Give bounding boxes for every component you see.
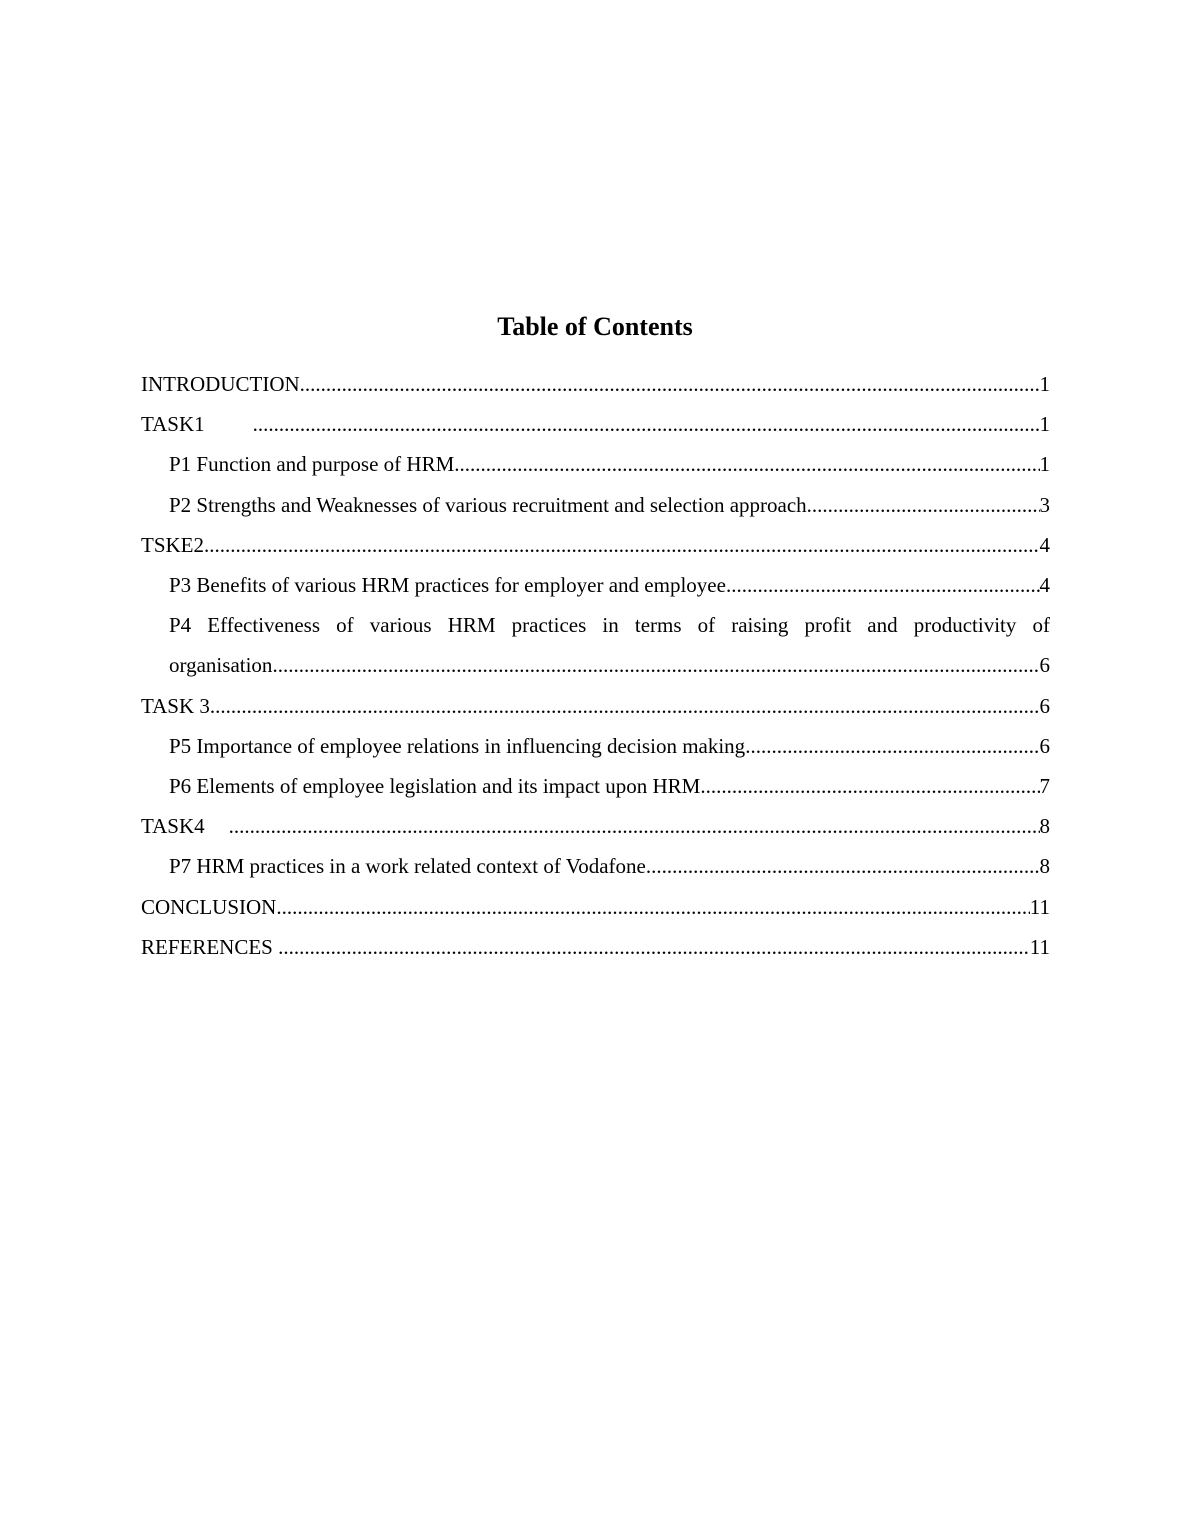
table-of-contents [141,364,1050,967]
toc-entry-label: TASK 3 [141,693,210,718]
toc-entry-introduction[interactable] [141,364,1050,404]
toc-page-number: 1 [1039,372,1050,396]
toc-page-number: 3 [1039,492,1050,517]
toc-page-number: 11 [1029,894,1050,919]
toc-entry-p2[interactable] [141,485,1050,525]
toc-entry-label: P6 Elements of employee legislation and its impact upon HRM [169,774,701,799]
toc-entry-conclusion[interactable] [141,887,1050,927]
toc-page-number: 1 [1039,412,1050,437]
toc-title: Table of Contents [497,312,693,341]
toc-leader-dots [272,645,1039,685]
toc-entry-task1[interactable] [141,404,1050,444]
toc-entry-task4[interactable] [141,806,1050,846]
toc-entry-p6[interactable] [141,766,1050,806]
toc-leader-dots [229,806,1040,846]
toc-leader-dots [745,726,1039,766]
toc-leader-dots [253,404,1040,444]
toc-page-number: 6 [1039,653,1050,678]
toc-entry-label: P3 Benefits of various HRM practices for employer and employee [169,573,726,598]
toc-leader-dots [204,525,1040,565]
toc-entry-label-line2: organisation [169,653,273,678]
toc-entry-tske2[interactable] [141,525,1050,565]
toc-leader-dots [278,927,1030,967]
toc-leader-dots [210,686,1040,726]
toc-leader-dots [726,565,1040,605]
toc-entry-p5[interactable] [141,726,1050,766]
toc-page-number: 7 [1039,774,1050,799]
toc-entry-label: REFERENCES [141,934,279,959]
toc-entry-label: TASK4 [141,814,205,839]
toc-entry-p1[interactable] [141,444,1050,484]
toc-page-number: 8 [1039,854,1050,879]
toc-page-number: 1 [1039,452,1050,477]
toc-entry-label: INTRODUCTION [141,372,300,396]
toc-page-number: 6 [1039,733,1050,758]
toc-leader-dots [300,364,1040,404]
toc-entry-label: TSKE2 [141,532,204,557]
toc-leader-dots [454,444,1039,484]
toc-page-number: 4 [1039,532,1050,557]
toc-page-number: 8 [1039,814,1050,839]
toc-entry-p4-continuation [169,645,1050,685]
toc-entry-p3[interactable] [141,565,1050,605]
toc-entry-label-line1: P4 Effectiveness of various HRM practices in terms of raising profit and productivity of [169,613,1050,638]
toc-entry-label: P1 Function and purpose of HRM [169,452,455,477]
toc-entry-task3[interactable] [141,686,1050,726]
toc-entry-label: P5 Importance of employee relations in influencing decision making [169,733,746,758]
toc-leader-dots [700,766,1039,806]
toc-leader-dots [276,887,1029,927]
toc-entry-p4[interactable] [141,605,1050,685]
toc-page-number: 11 [1029,934,1050,959]
toc-entry-label: TASK1 [141,412,205,437]
toc-page-number: 4 [1039,573,1050,598]
toc-leader-dots [807,485,1040,525]
toc-entry-label: P7 HRM practices in a work related context of Vodafone [169,854,646,879]
toc-entry-references[interactable] [141,927,1050,967]
toc-entry-label: P2 Strengths and Weaknesses of various recruitment and selection approach [169,492,807,517]
toc-entry-p7[interactable] [141,846,1050,886]
toc-entry-label: CONCLUSION [141,894,277,919]
toc-leader-dots [646,846,1040,886]
toc-page-number: 6 [1039,693,1050,718]
